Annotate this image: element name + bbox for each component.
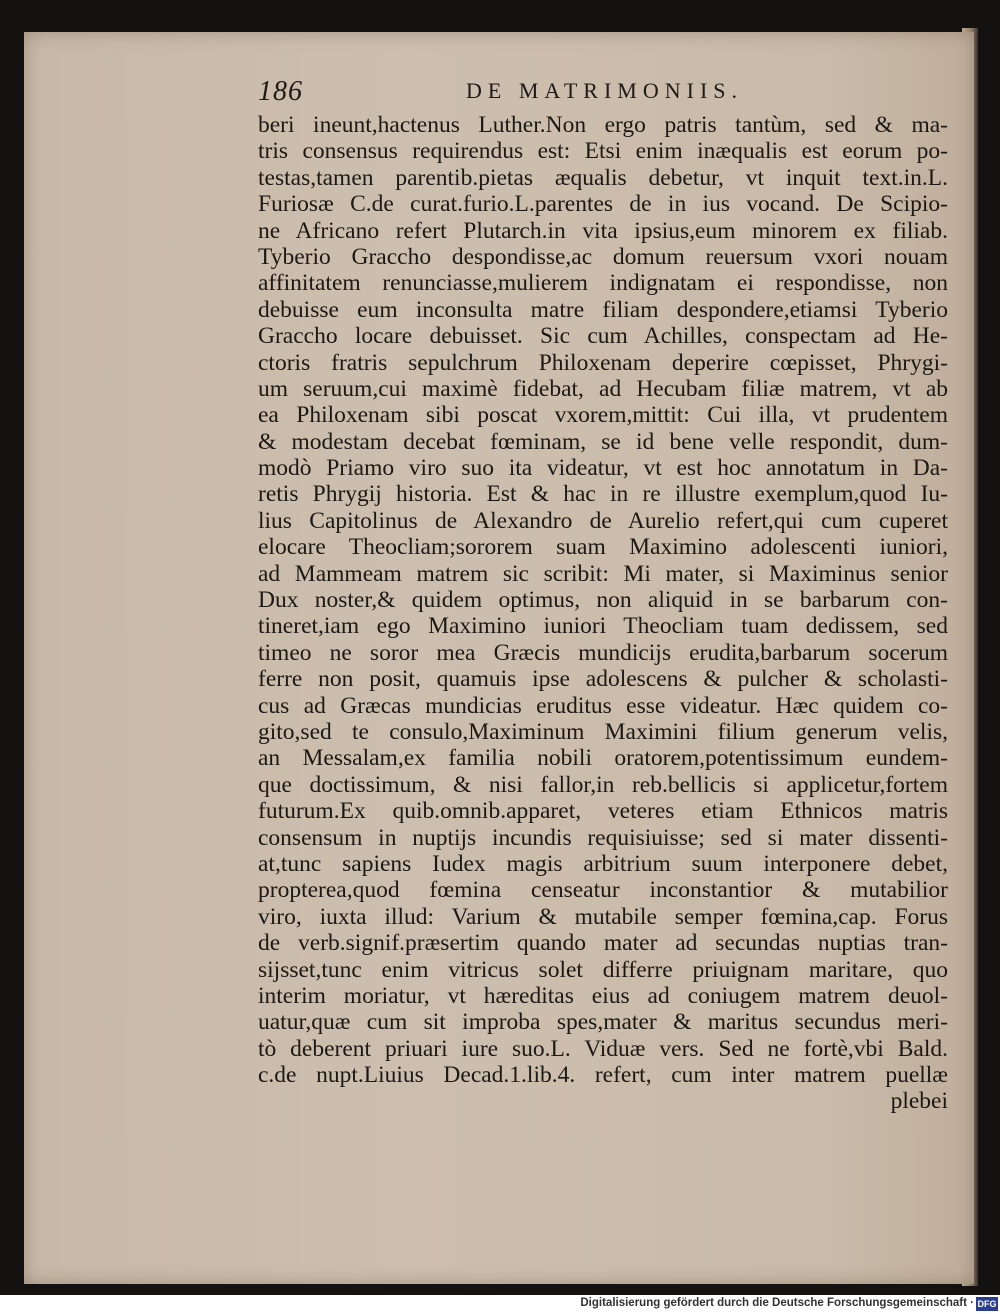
text-line: ad Mammeam matrem sic scribit: Mi mater, si Maximinus senior <box>258 560 948 587</box>
text-line: at,tunc sapiens Iudex magis arbitrium suum interponere debet, <box>258 850 948 877</box>
text-line: an Messalam,ex familia nobili oratorem,potentissimum eundem- <box>258 745 948 772</box>
text-line: viro, iuxta illud: Varium & mutabile semper fœmina,cap. Forus <box>258 903 948 930</box>
text-line: tineret,iam ego Maximino iuniori Theocliam tuam dedissem, sed <box>258 613 948 640</box>
text-line: affinitatem renunciasse,mulierem indignatam ei respondisse, non <box>258 270 948 297</box>
text-line: futurum.Ex quib.omnib.apparet, veteres etiam Ethnicos matris <box>258 798 948 825</box>
text-line: de verb.signif.præsertim quando mater ad secundas nuptias tran- <box>258 930 948 957</box>
funding-credit: Digitalisierung gefördert durch die Deutsche Forschungsgemeinschaft · <box>580 1297 974 1309</box>
body-text <box>258 112 948 1115</box>
footer-bar <box>0 1295 1000 1314</box>
text-line: retis Phrygij historia. Est & hac in re illustre exemplum,quod Iu- <box>258 481 948 508</box>
text-line: cus ad Græcas mundicias eruditus esse videatur. Hæc quidem co- <box>258 692 948 719</box>
text-line: Tyberio Graccho despondisse,ac domum reuersum vxori nouam <box>258 243 948 270</box>
page-number: 186 <box>258 76 303 107</box>
text-line: sijsset,tunc enim vitricus solet differre priuignam maritare, quo <box>258 956 948 983</box>
text-line: lius Capitolinus de Alexandro de Aurelio refert,qui cum cuperet <box>258 507 948 534</box>
text-line: um seruum,cui maximè fidebat, ad Hecubam filiæ matrem, vt ab <box>258 375 948 402</box>
text-line: uatur,quæ cum sit improba spes,mater & maritus secundus meri- <box>258 1009 948 1036</box>
text-line: ctoris fratris sepulchrum Philoxenam deperire cœpisset, Phrygi- <box>258 349 948 376</box>
text-line: Furiosæ C.de curat.furio.L.parentes de in ius vocand. De Scipio- <box>258 191 948 218</box>
text-line: ne Africano refert Plutarch.in vita ipsius,eum minorem ex filiab. <box>258 217 948 244</box>
text-line: que doctissimum, & nisi fallor,in reb.bellicis si applicetur,fortem <box>258 771 948 798</box>
text-line: modò Priamo viro suo ita videatur, vt est hoc annotatum in Da- <box>258 455 948 482</box>
running-head-title: DE MATRIMONIIS. <box>466 78 743 103</box>
text-line: c.de nupt.Liuius Decad.1.lib.4. refert, cum inter matrem puellæ <box>258 1062 948 1089</box>
text-line: gito,sed te consulo,Maximinum Maximini filium generum velis, <box>258 718 948 745</box>
text-line: elocare Theocliam;sororem suam Maximino adolescenti iuniori, <box>258 534 948 561</box>
text-line: & modestam decebat fœminam, se id bene velle respondit, dum- <box>258 428 948 455</box>
text-line: tris consensus requirendus est: Etsi enim inæqualis est eorum po- <box>258 138 948 165</box>
dfg-logo-icon: DFG <box>977 1299 997 1309</box>
text-line: timeo ne soror mea Græcis mundicijs erudita,barbarum socerum <box>258 639 948 666</box>
text-line: testas,tamen parentib.pietas æqualis debetur, vt inquit text.in.L. <box>258 164 948 191</box>
text-line: debuisse eum inconsulta matre filiam despondere,etiamsi Tyberio <box>258 296 948 323</box>
text-line: ea Philoxenam sibi poscat vxorem,mittit: Cui illa, vt prudentem <box>258 402 948 429</box>
text-line: beri ineunt,hactenus Luther.Non ergo patris tantùm, sed & ma- <box>258 112 948 138</box>
text-line: consensum in nuptijs incundis requisiuisse; sed si mater dissenti- <box>258 824 948 851</box>
running-head <box>258 76 958 110</box>
text-line: Dux noster,& quidem optimus, non aliquid in se barbarum con- <box>258 587 948 614</box>
catchword: plebei <box>890 1088 948 1115</box>
text-line: Graccho locare debuisset. Sic cum Achilles, conspectam ad He- <box>258 323 948 350</box>
text-line: propterea,quod fœmina censeatur inconstantior & mutabilior <box>258 877 948 904</box>
text-line: ferre non posit, quamuis ipse adolescens & pulcher & scholasti- <box>258 666 948 693</box>
text-line: tò deberent priuari iure suo.L. Viduæ vers. Sed ne fortè,vbi Bald. <box>258 1035 948 1062</box>
text-line: interim moriatur, vt hæreditas eius ad coniugem matrem deuol- <box>258 982 948 1009</box>
